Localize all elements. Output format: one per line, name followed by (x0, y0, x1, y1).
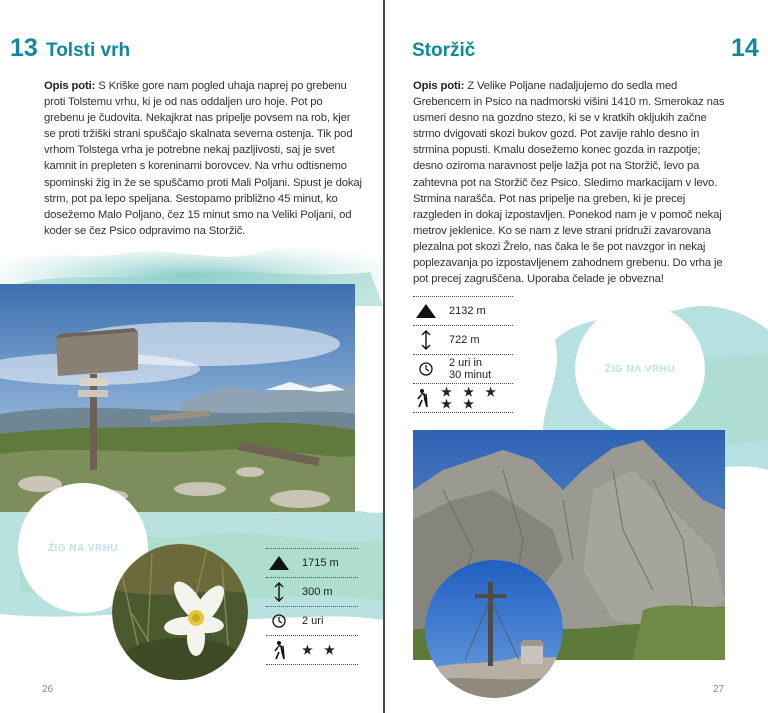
left-page (0, 0, 383, 713)
summit-cross-photo (425, 560, 563, 698)
stat-difficulty (266, 635, 358, 665)
right-page (385, 0, 768, 713)
route-stats (413, 296, 513, 413)
description-label: Opis poti: (413, 80, 465, 92)
summit-stamp-label: ŽIG NA VRHU (604, 363, 676, 375)
description-text: Z Velike Poljane nadaljujemo do sedla med Grebencem in Psico na nadmorski višini 1410 m. Smerokaz nas usmeri desno na gozdno stezo, ki se v kratkih okljukih začne strmo dvigovati skozi bukov gozd. Pot zavije rahlo desno in strmina popusti. Kmalu dosežemo konec gozda in razpotje; desno oziroma naravnost pelje lažja pot na Storžič, levo pa zahtevna pot na Storžič čez Psico. Sledimo markacijam v levo. Strmina narašča. Pot nas pripelje na greben, ki je precej razgleden in dokaj izpostavljen. Ponekod nam je v pomoč nekaj metrov jeklenice. Ko se nam z leve strani pridruži zavarovana plezalna pot skozi Žrelo, nas čaka le še pot navzgor in nekaj poplezavanja po izpostavljenem zahodnem grebenu. Do vrha je pot precej zagruščena. Uporaba čelade je obvezna! (413, 80, 725, 286)
route-description (413, 78, 733, 287)
clock-icon (266, 610, 292, 632)
altitude-value: 2132 m (449, 305, 486, 317)
route-description (44, 78, 362, 239)
difficulty-stars: ★ ★ (302, 643, 339, 657)
hiker-icon (266, 639, 292, 661)
clock-icon (413, 358, 439, 380)
route-stats (266, 548, 358, 665)
route-number: 14 (731, 34, 759, 62)
time-line-1: 2 uri in (449, 357, 483, 369)
time-value (449, 357, 491, 381)
vertical-arrows-icon (266, 581, 292, 603)
ascent-value: 722 m (449, 334, 480, 346)
stat-ascent (266, 577, 358, 606)
route-number: 13 (10, 34, 38, 62)
description-label: Opis poti: (44, 80, 96, 92)
hiker-icon (413, 387, 431, 409)
time-value (302, 615, 323, 627)
page-number: 26 (42, 684, 54, 695)
mountain-icon (413, 300, 439, 322)
stat-ascent (413, 325, 513, 354)
stat-altitude (266, 548, 358, 577)
summit-stamp-label: ŽIG NA VRHU (47, 542, 119, 554)
difficulty-stars: ★ ★ ★ ★ ★ (441, 385, 501, 411)
vertical-arrows-icon (413, 329, 439, 351)
altitude-value: 1715 m (302, 557, 339, 569)
stat-difficulty (413, 383, 513, 413)
stat-time (413, 354, 513, 383)
time-line-2: 30 minut (449, 369, 492, 381)
ascent-value: 300 m (302, 586, 333, 598)
stat-time (266, 606, 358, 635)
page-number: 27 (713, 684, 725, 695)
route-title: Tolsti vrh (46, 40, 131, 61)
time-line-1: 2 uri (302, 615, 324, 627)
mountain-icon (266, 552, 292, 574)
pasqueflower-photo (112, 544, 248, 680)
route-title: Storžič (412, 40, 476, 61)
summit-stamp-circle (575, 304, 705, 434)
description-text: S Kriške gore nam pogled uhaja naprej po grebenu proti Tolstemu vrhu, ki je od nas oddaljen uro hoje. Pot po grebenu je čudovita. Nekajkrat nas pripelje povsem na rob, kjer se proti tržiški strani spuščajo skalnata severna ostenja. Tik pod vrhom Tolstega vrha je potrebne nekaj pazljivosti, saj je svet kamnit in prepleten s koreninami borovcev. Na vrhu odtisnemo spominski žig in že se spuščamo proti Mali Poljani. Spust je dokaj strm, pot pa lepo speljana. Sestopamo približno 45 minut, ko dosežemo Malo Poljano, čez 15 minut smo na Veliki Poljani, od koder se čez Psico odpravimo na Storžič. (44, 80, 362, 237)
stat-altitude (413, 296, 513, 325)
summit-signpost-photo (0, 284, 355, 512)
